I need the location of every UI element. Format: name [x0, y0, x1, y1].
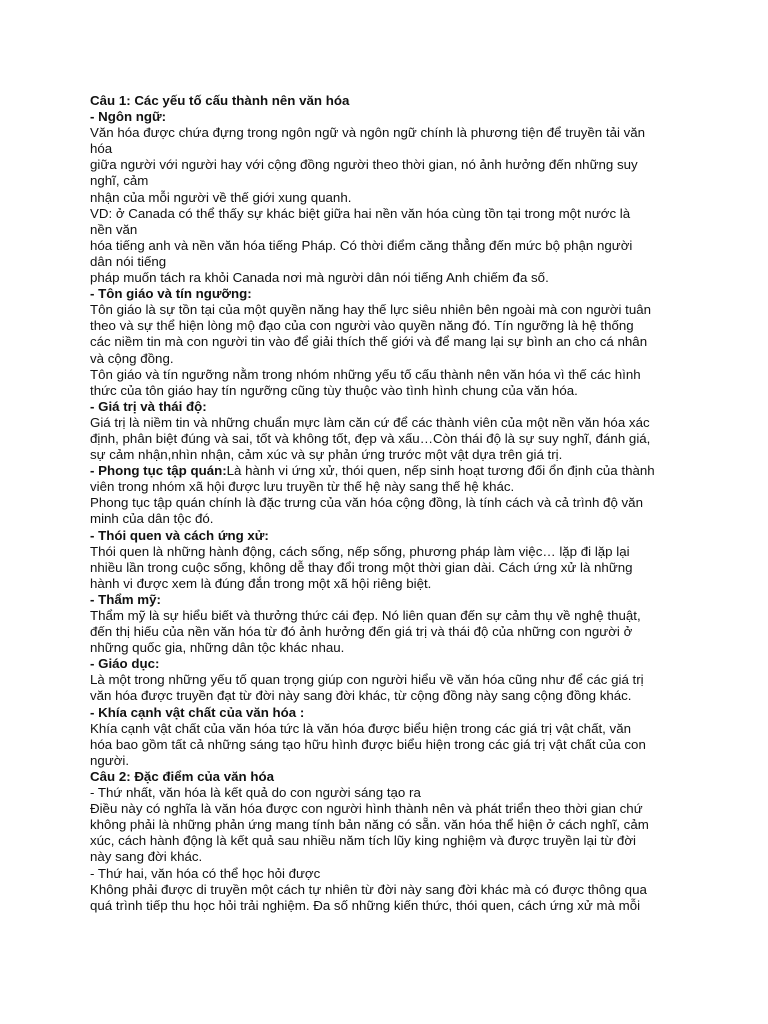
body-text: - Thứ hai, văn hóa có thể học hỏi được — [90, 865, 321, 881]
text-line — [90, 882, 690, 898]
text-line — [90, 528, 690, 544]
text-line — [90, 898, 690, 914]
text-line — [90, 157, 690, 173]
body-text: Điều này có nghĩa là văn hóa được con người hình thành nên và phát triển theo thời gian chứ — [90, 801, 643, 817]
text-line — [90, 463, 690, 479]
text-line — [90, 302, 690, 318]
body-text: và cộng đồng. — [90, 350, 174, 366]
text-line — [90, 431, 690, 447]
heading-text: - Ngôn ngữ: — [90, 109, 167, 125]
text-line — [90, 833, 690, 849]
body-text: hóa bao gồm tất cả những sáng tạo hữu hình được biểu hiện trong các giá trị vật chất của con — [90, 736, 646, 752]
body-text: Giá trị là niềm tin và những chuẩn mực làm căn cứ để các thành viên của một nền văn hóa xác — [90, 414, 650, 430]
text-line — [90, 785, 690, 801]
text-line — [90, 737, 690, 753]
body-text: Là một trong những yếu tố quan trọng giúp con người hiểu về văn hóa cũng như để các giá trị — [90, 672, 644, 688]
body-text: Tôn giáo là sự tồn tại của một quyền năng hay thế lực siêu nhiên bên ngoài mà con người tuân — [90, 302, 652, 318]
body-text: Tôn giáo và tín ngưỡng nằm trong nhóm những yếu tố cấu thành nên văn hóa vì thế các hình — [90, 366, 641, 382]
text-line — [90, 705, 690, 721]
body-text: định, phân biệt đúng và sai, tốt và không tốt, đẹp và xấu…Còn thái độ là sự suy nghĩ, đánh giá, — [90, 430, 651, 446]
text-line — [90, 592, 690, 608]
text-line — [90, 672, 690, 688]
text-line — [90, 286, 690, 302]
text-line — [90, 109, 690, 125]
body-text: người. — [90, 752, 130, 768]
body-text: nền văn — [90, 221, 138, 237]
body-text: viên trong nhóm xã hội được lưu truyền từ thế hệ này sang thế hệ khác. — [90, 479, 515, 495]
body-text: hành vi được xem là đúng đắn trong một xã hội riêng biệt. — [90, 575, 432, 591]
body-text: thức của tôn giáo hay tín ngưỡng cũng tùy thuộc vào tình hình chung của văn hóa. — [90, 382, 578, 398]
body-text: Là hành vi ứng xử, thói quen, nếp sinh hoạt tương đối ổn định của thành — [226, 463, 655, 479]
body-text: Không phải được di truyền một cách tự nhiên từ đời này sang đời khác mà có được thông qua — [90, 881, 647, 897]
text-line — [90, 544, 690, 560]
body-text: nhiều lần trong cuộc sống, không dễ thay đổi trong một thời gian dài. Cách ứng xử là những — [90, 559, 633, 575]
body-text: dân nói tiếng — [90, 253, 167, 269]
text-line — [90, 495, 690, 511]
body-text: pháp muốn tách ra khỏi Canada nơi mà người dân nói tiếng Anh chiếm đa số. — [90, 270, 549, 286]
body-text: nhận của mỗi người về thế giới xung quanh. — [90, 189, 352, 205]
body-text: - Thứ nhất, văn hóa là kết quả do con người sáng tạo ra — [90, 785, 421, 801]
heading-text: - Giá trị và thái độ: — [90, 398, 207, 414]
text-line — [90, 801, 690, 817]
text-line — [90, 817, 690, 833]
text-line — [90, 206, 690, 222]
text-line — [90, 125, 690, 141]
body-text: văn hóa được truyền đạt từ đời này sang đời khác, từ cộng đồng này sang cộng đồng khác. — [90, 688, 632, 704]
text-line — [90, 254, 690, 270]
body-text: Thói quen là những hành động, cách sống, nếp sống, phương pháp làm việc… lặp đi lặp lại — [90, 543, 630, 559]
body-text: xúc, cách hành động là kết quả sau nhiều năm tích lũy king nghiệm và được truyền lại từ đời — [90, 833, 637, 849]
body-text: những quốc gia, những dân tộc khác nhau. — [90, 640, 345, 656]
heading-text: - Khía cạnh vật chất của văn hóa : — [90, 704, 305, 720]
text-line — [90, 479, 690, 495]
heading-text: - Tôn giáo và tín ngưỡng: — [90, 286, 252, 302]
text-line — [90, 270, 690, 286]
text-line — [90, 238, 690, 254]
text-line — [90, 415, 690, 431]
text-line — [90, 688, 690, 704]
text-line — [90, 753, 690, 769]
body-text: không phải là những phản ứng mang tính bản năng có sẵn. văn hóa thể hiện ở cách nghĩ, cảm — [90, 817, 649, 833]
body-text: giữa người với người hay với cộng đồng người theo thời gian, nó ảnh hưởng đến những suy — [90, 157, 638, 173]
text-line — [90, 608, 690, 624]
text-line — [90, 849, 690, 865]
body-text: sự cảm nhận,nhìn nhận, cảm xúc và sự phản ứng trước một vật dựa trên giá trị. — [90, 447, 563, 463]
text-line — [90, 318, 690, 334]
text-line — [90, 222, 690, 238]
body-text: Phong tục tập quán chính là đặc trưng của văn hóa cộng đồng, là tính cách và cả trình độ văn — [90, 495, 643, 511]
text-line — [90, 93, 690, 109]
text-line — [90, 576, 690, 592]
text-line — [90, 640, 690, 656]
text-line — [90, 866, 690, 882]
text-line — [90, 351, 690, 367]
text-line — [90, 560, 690, 576]
body-text: VD: ở Canada có thể thấy sự khác biệt giữa hai nền văn hóa cùng tồn tại trong một nước là — [90, 205, 631, 221]
body-text: quá trình tiếp thu học hỏi trải nghiệm. Đa số những kiến thức, thói quen, cách ứng xử mà mỗi — [90, 897, 641, 913]
text-line — [90, 511, 690, 527]
heading-text: Câu 1: Các yếu tố cấu thành nên văn hóa — [90, 93, 350, 108]
heading-text: - Thói quen và cách ứng xử: — [90, 527, 269, 543]
body-text: Văn hóa được chứa đựng trong ngôn ngữ và ngôn ngữ chính là phương tiện để truyền tải văn — [90, 125, 646, 141]
body-text: này sang đời khác. — [90, 849, 203, 865]
body-text: minh của dân tộc đó. — [90, 511, 214, 527]
text-line — [90, 656, 690, 672]
body-text: đến thị hiếu của nền văn hóa từ đó ảnh hưởng đến giá trị và thái độ của những con người ở — [90, 624, 633, 640]
heading-text: Câu 2: Đặc điểm của văn hóa — [90, 768, 275, 784]
body-text: hóa tiếng anh và nền văn hóa tiếng Pháp. Có thời điểm căng thẳng đến mức bộ phận người — [90, 237, 633, 253]
text-line — [90, 721, 690, 737]
body-text: nghĩ, cảm — [90, 173, 149, 189]
body-text: hóa — [90, 141, 113, 157]
text-line — [90, 447, 690, 463]
text-line — [90, 624, 690, 640]
body-text: Thẩm mỹ là sự hiểu biết và thưởng thức cái đẹp. Nó liên quan đến sự cảm thụ về nghệ thuật, — [90, 608, 641, 623]
document-page — [90, 93, 690, 914]
body-text: các niềm tin mà con người tin vào để giải thích thế giới và để mang lại sự bình an cho cá nhân — [90, 334, 648, 350]
body-text: theo và sự thể hiện lòng mộ đạo của con người vào quyền năng đó. Tín ngưỡng là hệ thống — [90, 318, 634, 334]
heading-text: - Giáo dục: — [90, 656, 160, 672]
text-line — [90, 769, 690, 785]
text-line — [90, 383, 690, 399]
text-line — [90, 334, 690, 350]
heading-text: - Phong tục tập quán: — [90, 463, 227, 479]
text-line — [90, 190, 690, 206]
text-line — [90, 399, 690, 415]
text-line — [90, 141, 690, 157]
heading-text: - Thẩm mỹ: — [90, 591, 161, 607]
text-line — [90, 367, 690, 383]
text-line — [90, 173, 690, 189]
body-text: Khía cạnh vật chất của văn hóa tức là văn hóa được biểu hiện trong các giá trị vật chất, văn — [90, 720, 631, 736]
